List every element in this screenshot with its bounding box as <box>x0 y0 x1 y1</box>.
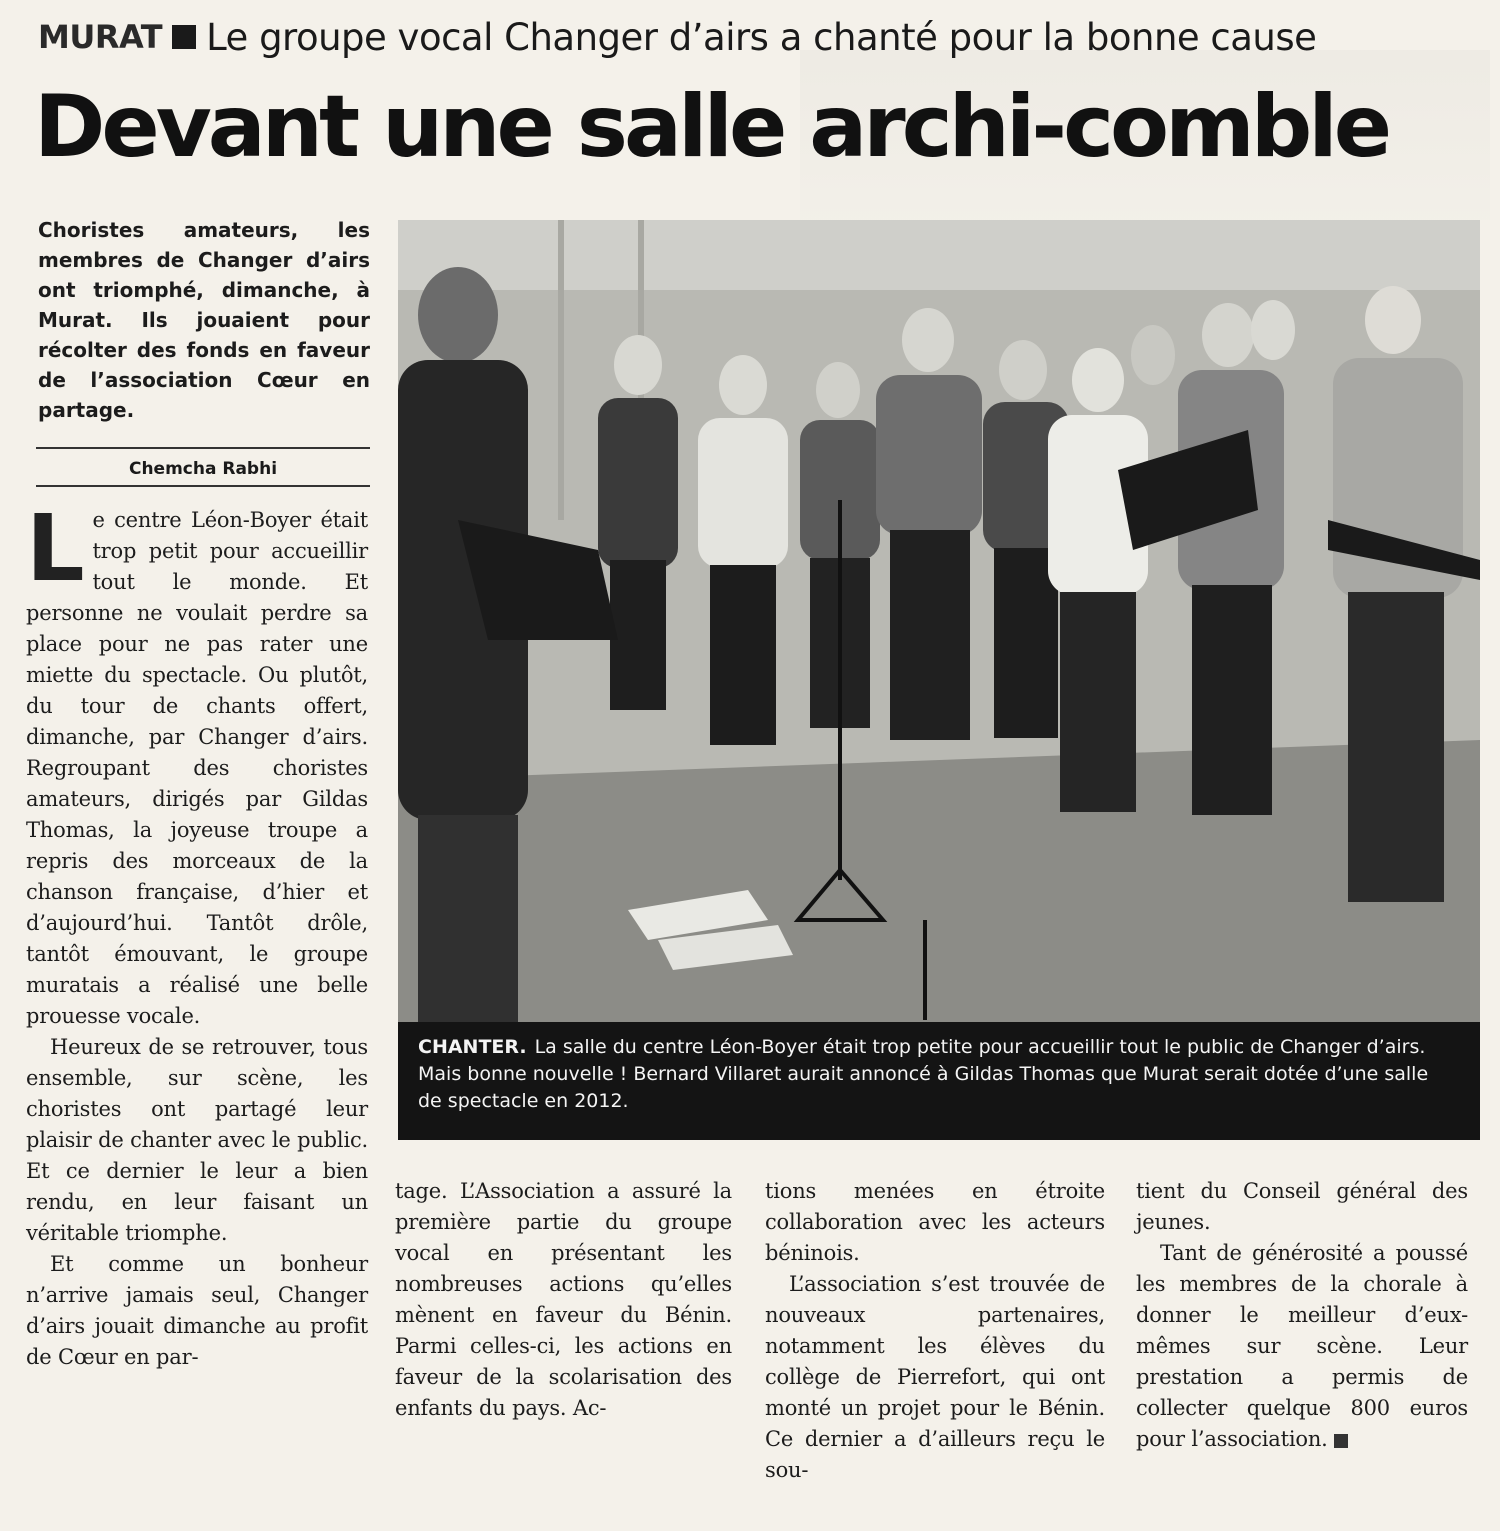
column-4-text-b <box>1136 1238 1468 1455</box>
paragraph-3-start: Et comme un bonheur n’arrive jamais seul, Changer d’airs jouait dimanche au profit de Cœur en par- <box>26 1252 368 1369</box>
rubric-square-icon <box>172 25 196 49</box>
paragraph-2: Heureux de se retrouver, tous ensemble, sur scène, les choristes ont partagé leur plaisir de chanter avec le public. Et ce dernier le leur a bien rendu, en leur faisant un véritable triomphe. <box>26 1035 368 1245</box>
byline-rule-bottom <box>36 485 370 487</box>
drop-cap: L <box>26 495 85 602</box>
choir-photo <box>398 220 1480 1022</box>
column-4 <box>1136 1176 1468 1455</box>
end-mark-icon <box>1334 1434 1348 1448</box>
headline: Devant une salle archi-comble <box>34 77 1389 177</box>
caption-label: CHANTER. <box>418 1036 527 1058</box>
column-3-text-a: tions menées en étroite collaboration avec les acteurs béninois. <box>765 1179 1105 1265</box>
column-4-text-b-content: Tant de générosité a poussé les membres de la chorale à donner le meilleur d’eux-mêmes sur scène. Leur prestation a permis de collecter quelque 800 euros pour l’association. <box>1136 1241 1468 1451</box>
column-2-text: tage. L’Association a assuré la première partie du groupe vocal en présentant les nombreuses actions qu’elles mènent en faveur du Bénin. Parmi celles-ci, les actions en faveur de la scolarisation des enfants du pays. Ac- <box>395 1179 732 1420</box>
lead-paragraph: Choristes amateurs, les membres de Changer d’airs ont triomphé, dimanche, à Murat. Ils jouaient pour récolter des fonds en faveur de l’association Cœur en partage. <box>38 218 370 422</box>
kicker-text: Le groupe vocal Changer d’airs a chanté pour la bonne cause <box>206 15 1317 59</box>
column-1 <box>26 495 368 1373</box>
rubric-label: MURAT <box>38 18 163 56</box>
column-2 <box>395 1176 732 1424</box>
column-3-text-b: L’association s’est trouvée de nouveaux partenaires, notamment les élèves du collège de Pierrefort, qui ont monté un projet pour le Bénin. Ce dernier a d’ailleurs reçu le sou- <box>765 1272 1105 1482</box>
byline-rule-top <box>36 447 370 449</box>
column-4-text-a: tient du Conseil général des jeunes. <box>1136 1179 1468 1234</box>
paragraph-1-text: e centre Léon-Boyer était trop petit pour accueillir tout le monde. Et personne ne voulait perdre sa place pour ne pas rater une miette du spectacle. Ou plutôt, du tour de chants offert, dimanche, par Changer d’airs. Regroupant des choristes amateurs, dirigés par Gildas Thomas, la joyeuse troupe a repris des morceaux de la chanson française, d’hier et d’aujourd’hui. Tantôt drôle, tantôt émouvant, le groupe muratais a réalisé une belle prouesse vocale. <box>26 508 368 1028</box>
kicker-line <box>38 12 1458 62</box>
column-3 <box>765 1176 1105 1486</box>
choir-photo-illustration <box>398 220 1480 1022</box>
byline: Chemcha Rabhi <box>128 459 278 479</box>
paragraph-1 <box>26 495 368 1032</box>
photo-caption <box>398 1022 1480 1140</box>
caption-text: La salle du centre Léon-Boyer était trop petite pour accueillir tout le public de Changer d’airs. Mais bonne nouvelle ! Bernard Villaret aurait annoncé à Gildas Thomas que Murat serait dotée d’une salle de spectacle en 2012. <box>418 1036 1429 1112</box>
